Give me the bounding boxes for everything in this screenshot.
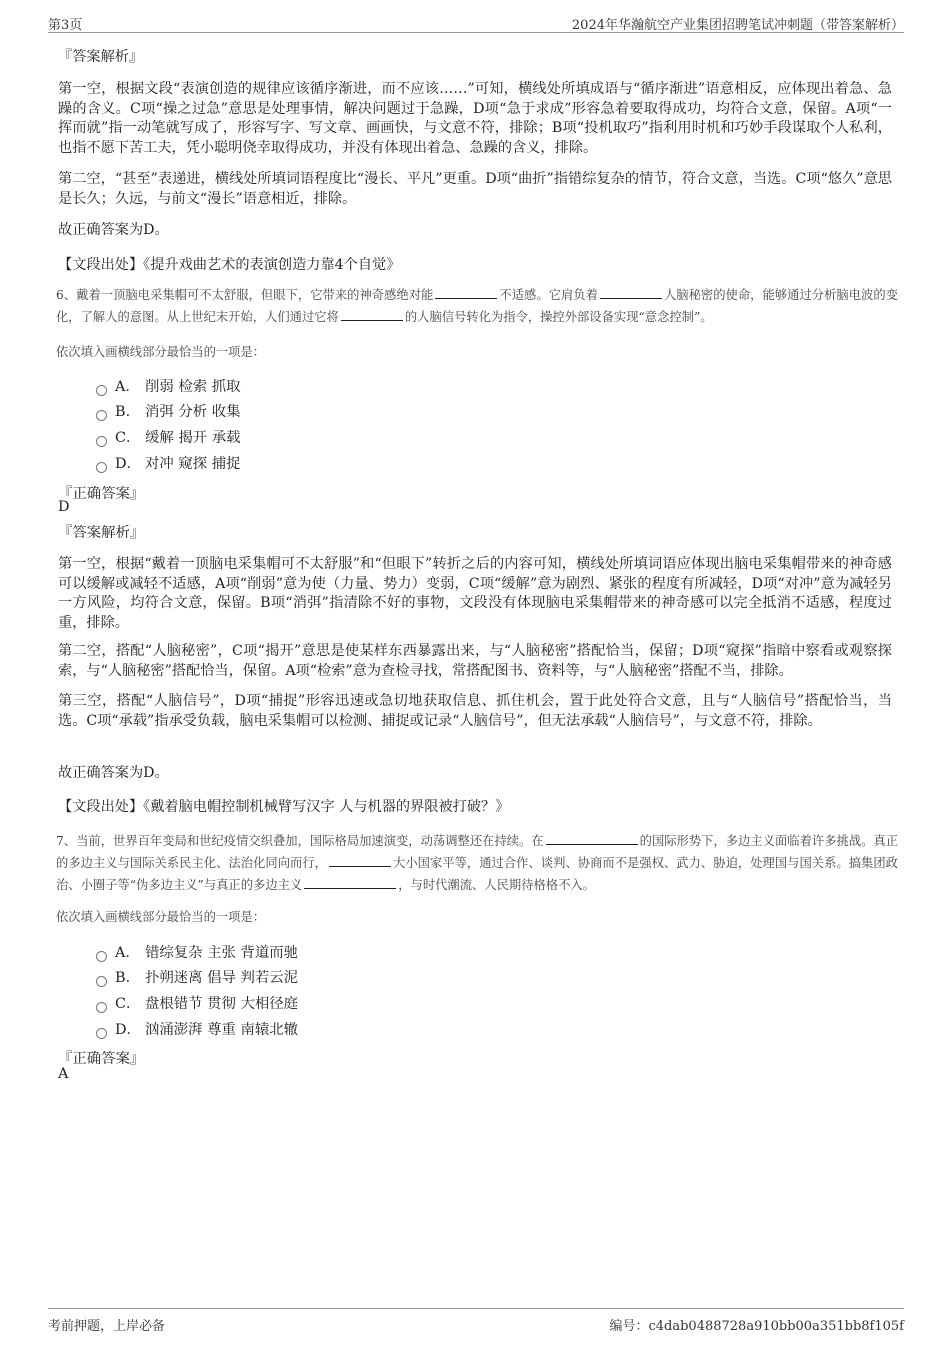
q7-blank-1 xyxy=(546,832,638,845)
q7-answer-heading: 『正确答案』 xyxy=(58,1051,145,1067)
footer-motto: 考前押题，上岸必备 xyxy=(48,1319,166,1334)
radio-icon[interactable] xyxy=(96,1002,107,1013)
q6-option-c[interactable] xyxy=(96,426,241,446)
q6-prompt: 依次填入画横线部分最恰当的一项是： xyxy=(56,345,266,359)
option-letter: C． xyxy=(115,996,141,1012)
q6-source: 【文段出处】《戴着脑电帽控制机械臂写汉字 人与机器的界限被打破？》 xyxy=(58,799,510,815)
option-letter: D． xyxy=(115,1022,141,1038)
radio-icon[interactable] xyxy=(96,462,107,473)
q6-analysis-para2: 第二空，搭配“人脑秘密”，C项“揭开”意思是使某样东西暴露出来，与“人脑秘密”搭配恰当，保留；D项“窥探”指暗中察看或观察探索，与“人脑秘密”搭配恰当，保留。A项“检索”意为查检寻找，常搭配图书、资料等，与“人脑秘密”搭配不当，排除。 xyxy=(58,643,892,679)
option-text: 削弱 检索 抓取 xyxy=(145,379,241,395)
option-text: 错综复杂 主张 背道而驰 xyxy=(145,945,299,961)
option-letter: C． xyxy=(115,430,141,446)
q7-option-b[interactable] xyxy=(96,966,298,986)
radio-icon[interactable] xyxy=(96,410,107,421)
radio-icon[interactable] xyxy=(96,1028,107,1039)
q7-stem-part3: 大小国家平等，通过合作、谈判、协商而不是强权、武力、胁迫，处理国与国关系。搞集团政治、小圈子等“伪多边主义”与真正的多边主义 xyxy=(56,856,898,892)
option-text: 扑朔迷离 倡导 判若云泥 xyxy=(145,970,299,986)
option-text: 汹涌澎湃 尊重 南辕北辙 xyxy=(145,1022,299,1038)
q7-option-c[interactable] xyxy=(96,992,298,1012)
document-title: 2024年华瀚航空产业集团招聘笔试冲刺题（带答案解析） xyxy=(571,18,904,33)
option-text: 盘根错节 贯彻 大相径庭 xyxy=(145,996,299,1012)
option-letter: D． xyxy=(115,456,141,472)
radio-icon[interactable] xyxy=(96,436,107,447)
radio-icon[interactable] xyxy=(96,385,107,396)
option-letter: B． xyxy=(115,970,140,986)
q7-option-a[interactable] xyxy=(96,941,298,961)
q6-analysis-para1: 第一空，根据“戴着一顶脑电采集帽可不太舒服”和“但眼下”转折之后的内容可知，横线处所填词语应体现出脑电采集帽带来的神奇感可以缓解或减轻不适感，A项“削弱”意为使（力量、势力）变弱，C项“缓解”意为剧烈、紧张的程度有所减轻，D项“对冲”意为减轻另一方风险，均符合文意，保留。B项“消弭”指清除不好的事物，文段没有体现脑电采集帽带来的神奇感可以完全抵消不适感，程度过重，排除。 xyxy=(58,556,892,631)
q7-option-d[interactable] xyxy=(96,1018,298,1038)
q6-stem-part4: 的人脑信号转化为指令，操控外部设备实现“意念控制”。 xyxy=(404,310,713,324)
option-letter: B． xyxy=(115,404,140,420)
option-text: 缓解 揭开 承载 xyxy=(145,430,241,446)
option-text: 消弭 分析 收集 xyxy=(145,404,241,420)
q5-source: 【文段出处】《提升戏曲艺术的表演创造力靠4个自觉》 xyxy=(58,257,401,273)
q7-stem xyxy=(56,830,898,896)
q6-stem-part3: 人脑秘密的使命，能够通过分析脑电波的变化，了解人的意图。从上世纪末开始，人们通过它将 xyxy=(56,288,898,324)
q6-analysis-para3: 第三空，搭配“人脑信号”，D项“捕捉”形容迅速或急切地获取信息、抓住机会，置于此处符合文意，且与“人脑信号”搭配恰当，当选。C项“承载”指承受负载，脑电采集帽可以检测、捕捉或记录“人脑信号”，但无法承载“人脑信号”，与文意不符，排除。 xyxy=(58,693,892,729)
q6-stem-part2: 不适感。它肩负着 xyxy=(499,288,598,302)
page-footer xyxy=(48,1308,904,1333)
q7-prompt: 依次填入画横线部分最恰当的一项是： xyxy=(56,910,266,924)
q6-blank-3 xyxy=(341,308,403,321)
q7-blank-2 xyxy=(329,854,391,867)
q7-stem-part1: 7、当前，世界百年变局和世纪疫情交织叠加，国际格局加速演变，动荡调整还在持续。在 xyxy=(56,834,544,848)
q7-blank-3 xyxy=(304,876,396,889)
page-number: 第3页 xyxy=(48,18,83,33)
option-text: 对冲 窥探 捕捉 xyxy=(145,456,241,472)
q7-answer: A xyxy=(58,1066,69,1082)
q6-stem-part1: 6、戴着一顶脑电采集帽可不太舒服，但眼下，它带来的神奇感绝对能 xyxy=(56,288,434,302)
q6-blank-1 xyxy=(435,286,497,299)
q6-answer: D xyxy=(58,499,70,515)
q6-option-b[interactable] xyxy=(96,400,241,420)
q5-analysis-para1: 第一空，根据文段“表演创造的规律应该循序渐进，而不应该……”可知，横线处所填成语与“循序渐进”语意相反，应体现出着急、急躁的含义。C项“操之过急”意思是处理事情，解决问题过于急躁，D项“急于求成”形容急着要取得成功，均符合文意，保留。A项“一挥而就”指一动笔就写成了，形容写字、写文章、画画快，与文意不符，排除；B项“投机取巧”指利用时机和巧妙手段谋取个人私利，也指不愿下苦工夫，凭小聪明侥幸取得成功，并没有体现出着急、急躁的含义，排除。 xyxy=(58,81,892,156)
q6-option-d[interactable] xyxy=(96,452,241,472)
q6-answer-heading: 『正确答案』 xyxy=(58,486,145,502)
option-letter: A． xyxy=(115,945,140,961)
radio-icon[interactable] xyxy=(96,976,107,987)
q6-blank-2 xyxy=(600,286,662,299)
footer-code: 编号：c4dab0488728a910bb00a351bb8f105f xyxy=(609,1319,904,1334)
q6-stem xyxy=(56,284,898,328)
q6-option-a[interactable] xyxy=(96,375,241,395)
q7-stem-part2: 的国际形势下，多边主义面临着许多挑战。真正的多边主义与国际关系民主化、法治化同向而行， xyxy=(56,834,898,870)
q5-analysis-para2: 第二空，“甚至”表递进，横线处所填词语程度比“漫长、平凡”更重。D项“曲折”指错综复杂的情节，符合文意，当选。C项“悠久”意思是长久；久远，与前文“漫长”语意相近，排除。 xyxy=(58,171,892,207)
q5-analysis-heading: 『答案解析』 xyxy=(58,49,144,65)
radio-icon[interactable] xyxy=(96,951,107,962)
q6-analysis-heading: 『答案解析』 xyxy=(58,525,145,541)
q7-stem-part4: ，与时代潮流、人民期待格格不入。 xyxy=(398,878,595,892)
q5-conclusion: 故正确答案为D。 xyxy=(58,222,169,238)
page-header xyxy=(48,12,904,33)
q6-conclusion: 故正确答案为D。 xyxy=(58,765,169,781)
option-letter: A． xyxy=(115,379,140,395)
